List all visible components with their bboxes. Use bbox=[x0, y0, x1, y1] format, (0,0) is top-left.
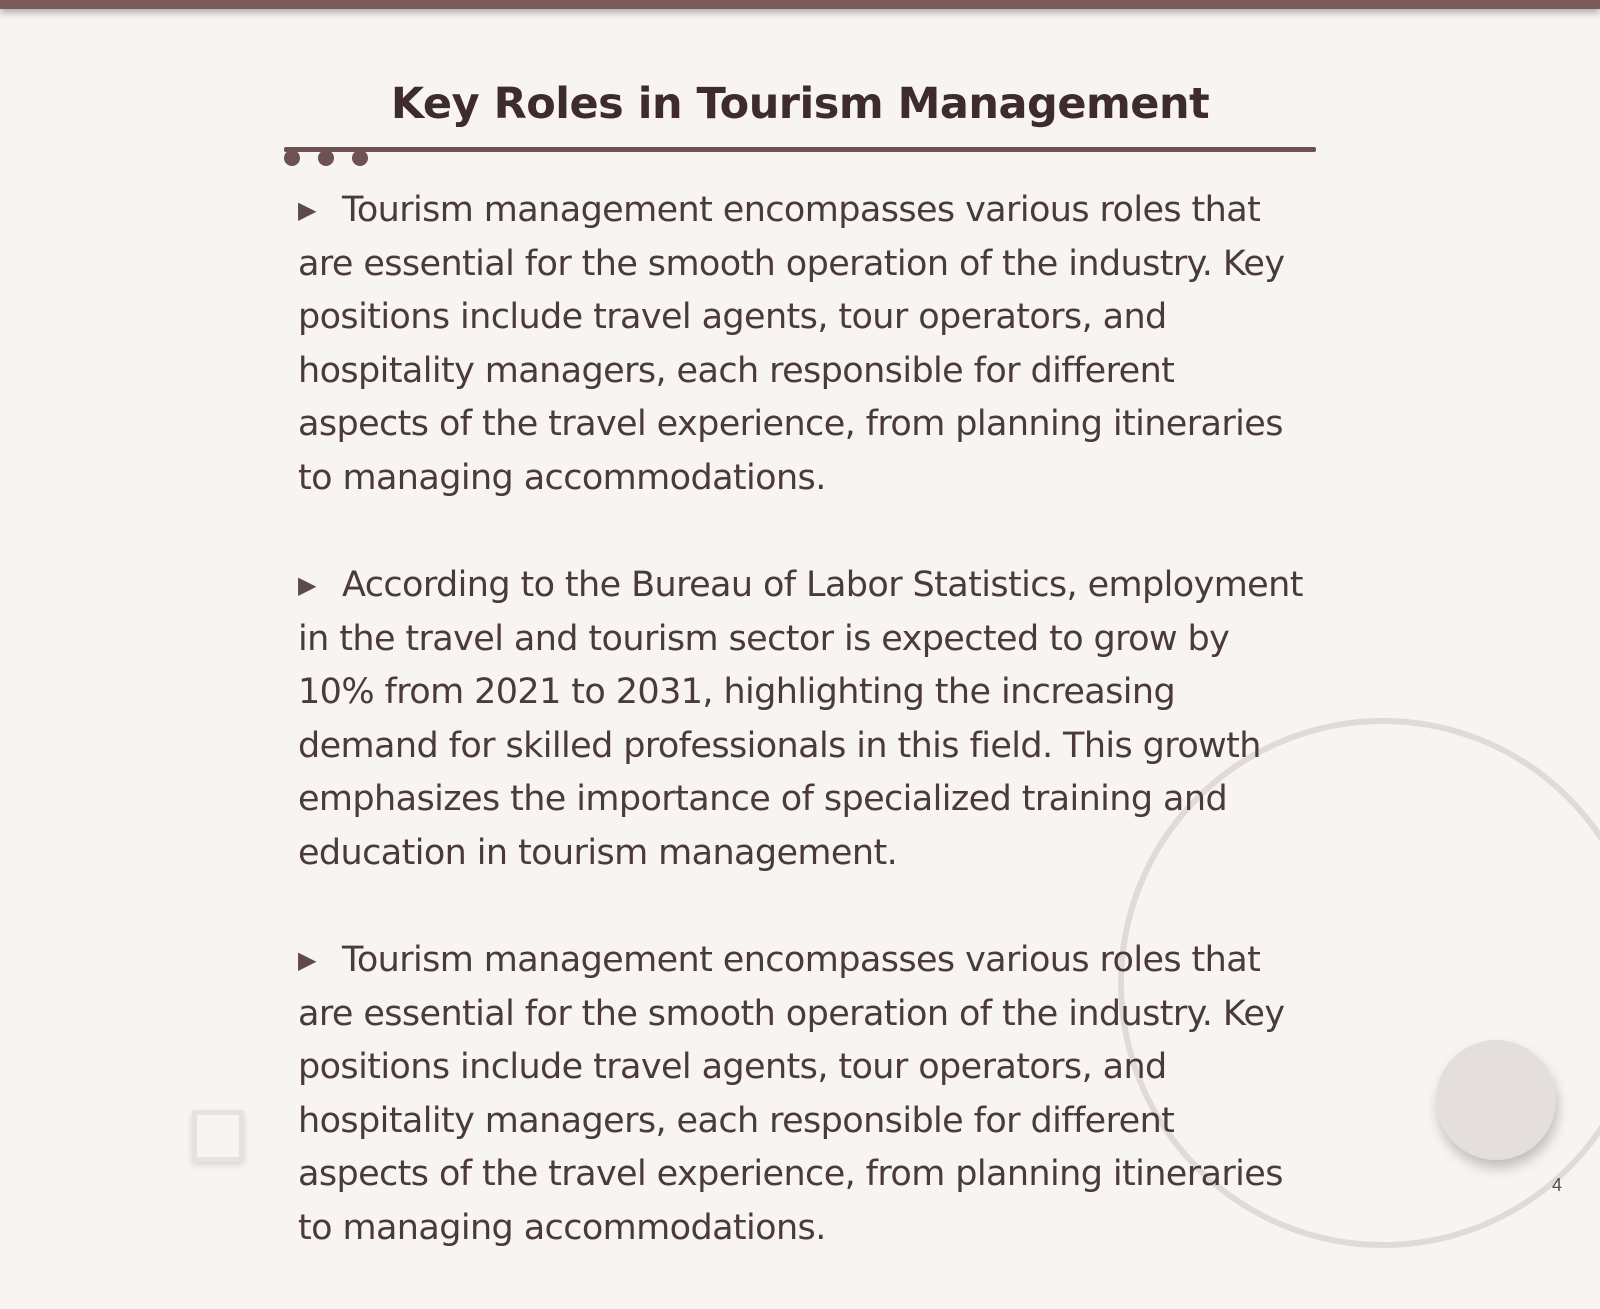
bullet-arrow-icon: ▶ bbox=[298, 196, 316, 224]
top-accent-bar bbox=[0, 0, 1600, 9]
decorative-square bbox=[192, 1110, 244, 1162]
paragraph-text: Tourism management encompasses various roles that are essential for the smooth operation of the industry. Key positions include travel agents, tour operators, and hospitality managers, each responsible for different aspects of the travel experience, from planning itineraries to managing accommodations. bbox=[298, 940, 1285, 1248]
underline-dot bbox=[318, 150, 334, 166]
bullet-paragraph bbox=[298, 559, 1308, 880]
bullet-arrow-icon: ▶ bbox=[298, 571, 316, 599]
slide-title: Key Roles in Tourism Management bbox=[390, 79, 1210, 129]
paragraph-text: Tourism management encompasses various roles that are essential for the smooth operation of the industry. Key positions include travel agents, tour operators, and hospitality managers, each responsible for different aspects of the travel experience, from planning itineraries to managing accommodations. bbox=[298, 190, 1285, 498]
bullet-paragraph bbox=[298, 934, 1308, 1255]
paragraph-text: According to the Bureau of Labor Statistics, employment in the travel and tourism sector is expected to grow by 10% from 2021 to 2031, highlighting the increasing demand for skilled professionals in this field. This growth emphasizes the importance of specialized training and education in tourism management. bbox=[298, 565, 1303, 873]
bullet-paragraph bbox=[298, 184, 1308, 505]
underline-dot bbox=[352, 150, 368, 166]
decorative-disc bbox=[1436, 1040, 1556, 1160]
title-underline bbox=[284, 147, 1316, 152]
underline-dot bbox=[284, 150, 300, 166]
slide-body bbox=[298, 184, 1308, 1309]
page-number: 4 bbox=[1552, 1175, 1563, 1195]
bullet-arrow-icon: ▶ bbox=[298, 946, 316, 974]
